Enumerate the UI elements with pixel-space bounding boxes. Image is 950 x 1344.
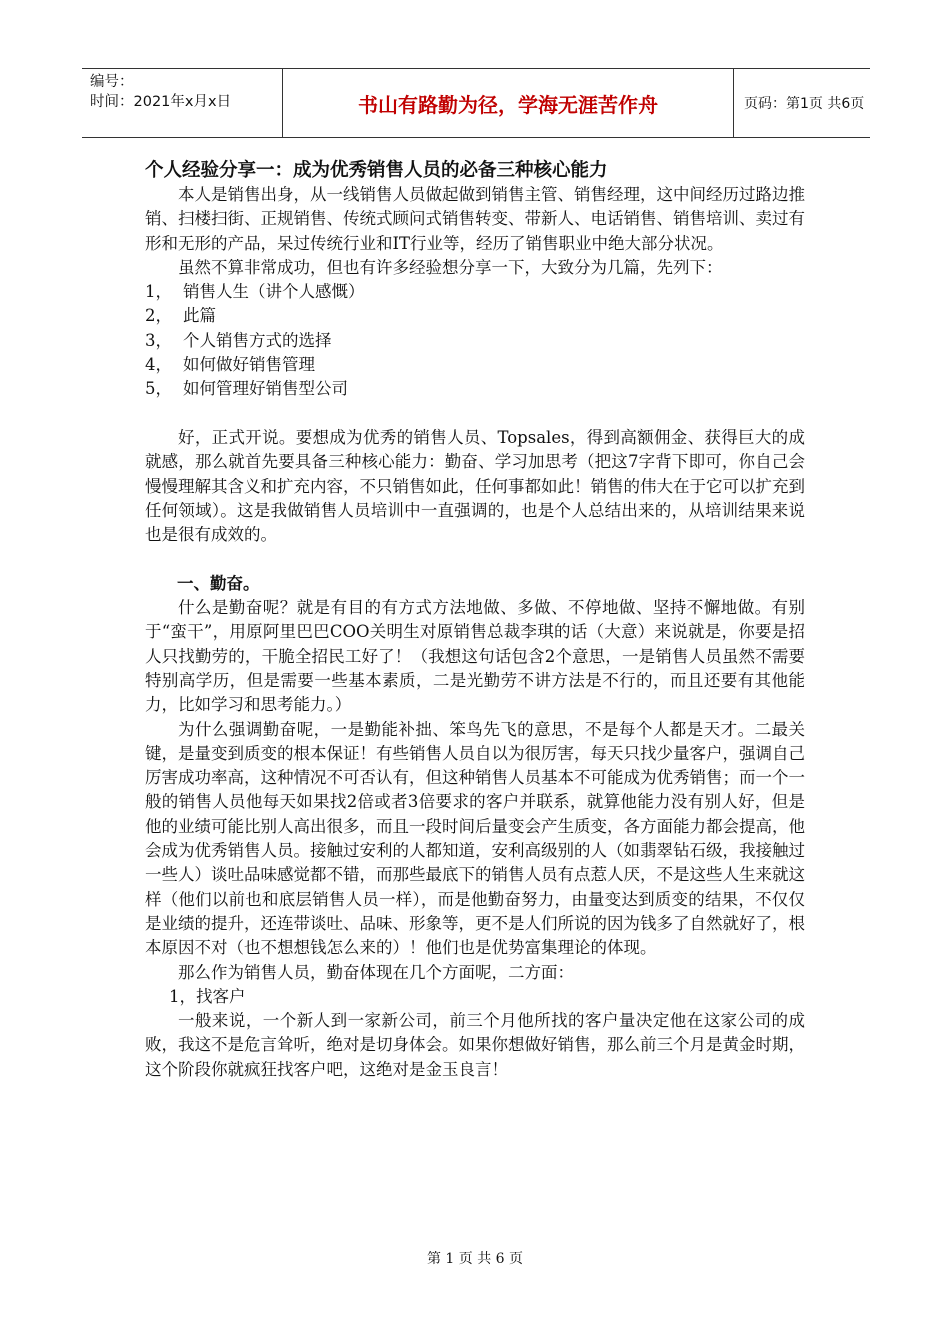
intro-paragraph-2: 虽然不算非常成功，但也有许多经验想分享一下，大致分为几篇，先列下： <box>178 257 723 277</box>
list-item-text: 如何管理好销售型公司 <box>183 379 348 399</box>
list-item <box>145 280 805 304</box>
find-clients-paragraph: 一般来说，一个新人到一家新公司，前三个月他所找的客户量决定他在这家公司的成败，我这不是危言耸听，绝对是切身体会。如果你想做好销售，那么前三个月是黄金时期，这个阶段你就疯狂找客户吧，这绝对是金玉良言！ <box>145 1011 805 1079</box>
start-paragraph: 好，正式开说。要想成为优秀的销售人员、Topsales，得到高额佣金、获得巨大的成就感，那么就首先要具备三种核心能力：勤奋、学习加思考（把这7字背下即可，你自己会慢慢理解其含义和扩充内容，不只销售如此，任何事都如此！销售的伟大在于它可以扩充到任何领域）。这是我做销售人员培训中一直强调的，也是个人总结出来的，从培训结果来说也是很有成效的。 <box>145 427 805 545</box>
paragraph-spacer <box>145 547 805 571</box>
list-item-number: 4， <box>145 355 172 375</box>
list-item-number: 5， <box>145 379 172 399</box>
section-heading-diligence: 一、勤奋。 <box>177 573 260 593</box>
document-body <box>145 159 805 1082</box>
time-label: 时间：2021年x月x日 <box>90 94 232 110</box>
header-page-info: 页码：第1页 共6页 <box>744 96 865 112</box>
list-item <box>145 377 805 401</box>
diligence-reason-paragraph: 为什么强调勤奋呢，一是勤能补拙、笨鸟先飞的意思，不是每个人都是天才。二最关键，是量变到质变的根本保证！有些销售人员自以为很厉害，每天只找少量客户，强调自己厉害成功率高，这种情况不可否认有，但这种销售人员基本不可能成为优秀销售；而一个一般的销售人员他每天如果找2倍或者3倍要求的客户并联系，就算他能力没有别人好，但是他的业绩可能比别人高出很多，而且一段时间后量变会产生质变，各方面能力都会提高，他会成为优秀销售人员。接触过安利的人都知道，安利高级别的人（如翡翠钻石级，我接触过一些人）谈吐品味感觉都不错，而那些最底下的销售人员有点惹人厌，不是这些人生来就这样（他们以前也和底层销售人员一样），而是他勤奋努力，由量变达到质变的结果，不仅仅是业绩的提升，还连带谈吐、品味、形象等，更不是人们所说的因为钱多了自然就好了，根本原因不对（也不想想钱怎么来的）！他们也是优势富集理论的体现。 <box>145 719 805 958</box>
header-motto: 书山有路勤为径，学海无涯苦作舟 <box>282 69 734 137</box>
list-item <box>145 353 805 377</box>
header-meta <box>82 69 282 137</box>
list-item-number: 1， <box>145 282 172 302</box>
list-item-text: 如何做好销售管理 <box>183 355 315 375</box>
list-item-number: 3， <box>145 330 172 350</box>
list-item-text: 销售人生（讲个人感慨） <box>183 282 365 302</box>
diligence-definition-paragraph: 什么是勤奋呢？就是有目的有方式方法地做、多做、不停地做、坚持不懈地做。有别于“蛮干”，用原阿里巴巴COO关明生对原销售总裁李琪的话（大意）来说就是，你要是招人只找勤劳的，干脆全招民工好了！（我想这句话包含2个意思，一是销售人员虽然不需要特别高学历，但是需要一些基本素质，二是光勤劳不讲方法是不行的，而且还要有其他能力，比如学习和思考能力。） <box>145 598 805 715</box>
list-item-number: 2， <box>145 306 172 326</box>
document-title: 个人经验分享一：成为优秀销售人员的必备三种核心能力 <box>145 160 608 181</box>
list-item <box>145 304 805 328</box>
page-header <box>82 68 870 138</box>
series-list <box>145 280 805 401</box>
number-label: 编号： <box>90 74 134 90</box>
paragraph-spacer <box>145 402 805 426</box>
list-item <box>145 329 805 353</box>
list-item-text: 此篇 <box>183 306 216 326</box>
intro-paragraph-1: 本人是销售出身，从一线销售人员做起做到销售主管、销售经理，这中间经历过路边推销、扫楼扫街、正规销售、传统式顾问式销售转变、带新人、电话销售、销售培训、卖过有形和无形的产品，呆过传统行业和IT行业等，经历了销售职业中绝大部分状况。 <box>145 185 805 253</box>
list-item-text: 个人销售方式的选择 <box>183 330 332 350</box>
diligence-aspects-paragraph: 那么作为销售人员，勤奋体现在几个方面呢，二方面： <box>178 962 574 982</box>
page-footer: 第 1 页 共 6 页 <box>426 1251 524 1267</box>
subheading-find-clients: 1，找客户 <box>169 986 246 1006</box>
